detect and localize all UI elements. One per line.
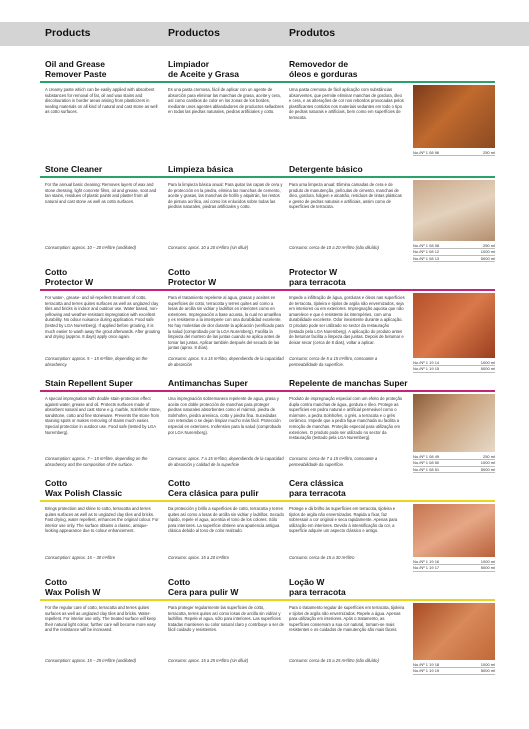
product-description: For the regular care of cotto, terracotta and terres quites surfaces as well as unglazed clay tiles and bricks. Water-repellent. For interior use only. The treated surface will keep their natural light colour, further care will become more easy and the resistance will be increased. bbox=[45, 605, 156, 633]
product-section bbox=[0, 268, 529, 376]
consumption-note: Consumption: approx. 7 – 15 m²/litre, depending on the absorbency and the composition of the surface. bbox=[45, 456, 148, 467]
article-number-table bbox=[413, 360, 495, 373]
product-title: Stain Repellent Super bbox=[45, 378, 133, 388]
package-size: 5000 ml bbox=[480, 466, 495, 472]
package-size: 5000 ml bbox=[480, 255, 495, 261]
package-size: 5000 ml bbox=[480, 366, 495, 372]
product-title: Protector W para terracota bbox=[289, 267, 346, 287]
product-title: Cotto Protector W bbox=[168, 267, 217, 287]
section-color-bar bbox=[40, 390, 495, 392]
product-title: Cotto Wax Polish Classic bbox=[45, 478, 123, 498]
product-title: Limpiador de Aceite y Grasa bbox=[168, 59, 240, 79]
product-description: Da protección y brillo a superficies de cotto, terracotta y terres quites así como a losas de arcilla sin vidriar y ladrillos. Secado rápido, repele el agua, acentúa el tono de los colores. Sólo para interiores. La superficie obtiene una apariencia antigua clásica debido al tono de color realzado. bbox=[168, 506, 284, 534]
product-title: Detergente básico bbox=[289, 164, 363, 174]
consumption-note: Consumo: aprox. 7 a 15 m²/litro, dependiendo de la capacidad de absorción y calidad de la superficie bbox=[168, 456, 284, 467]
article-number-table bbox=[413, 150, 495, 156]
product-photo bbox=[413, 394, 495, 452]
article-number-table bbox=[413, 243, 495, 262]
column-header-bar bbox=[0, 22, 529, 46]
package-size: 1000 ml bbox=[480, 360, 495, 365]
header-products: Products bbox=[45, 27, 91, 39]
article-number-table bbox=[413, 662, 495, 675]
article-number: No./Nº 1 19 19 bbox=[413, 668, 440, 674]
article-number: No./Nº 1 08 12 bbox=[413, 249, 440, 255]
article-number-row bbox=[413, 256, 495, 262]
product-description: Uma pasta cremosa de fácil aplicação com substâncias absorventes, que permite eliminar manchas de gordura, óleo e cera, e as alterações de cor nos rebordos provocadas pelos plastificantes contidos nos materiais vedantes em todo o tipo de pedras naturais e artificiais, bem como em superfícies de terracota. bbox=[289, 87, 404, 120]
article-number: No./Nº 1 08 96 bbox=[413, 150, 440, 155]
product-description: Protege e dá brilho às superfícies em terracota, tijoleira e tijolos de argila não envernizados. Rapida a fixar, faz sobressair a cor original e seca rapidamente. Apenas para utilização em interiores. Devido à intensificação da cor, a superfície adquire um aspecto clássico e antigo. bbox=[289, 506, 398, 534]
product-description: Para uma limpeza anual: Elimina camadas de cera e de produto de manutenção, películas de cimento, manchas de óleo, gordura, fuligem e alcatrão, resíduos de tintas plásticas e gesso de pedras naturais e artificiais, assim como de superfícies de terracota. bbox=[289, 182, 402, 210]
product-description: Produto de impregnação especial com um efeito de proteção dupla contra manchas de água, gordura e óleo. Protege as superfícies em pedra natural e artificial permeável como o mármore, a pedra Solnhofen, o grés, a terracota e o grés cerâmico. Impede que a pedra fique manchada ou facilita a remoção de manchas. Proteção especial para utilização em exteriores. O produto pode ser utilizado no sector da restauração (testado pela LGA Nuremberg). bbox=[289, 396, 403, 441]
product-section bbox=[0, 165, 529, 265]
article-number: No./Nº 1 08 08 bbox=[413, 243, 440, 248]
product-title: Cotto Cera clásica para pulir bbox=[168, 478, 259, 498]
product-description: Brings protection and shine to cotto, terracotta and terres quites surfaces as well as to unglazed clay tiles and bricks. Fast drying, water repellent, enhances the original colour. For interior use only. The surface obtains a classic, antique-looking appearance due to colour enhancement. bbox=[45, 506, 159, 534]
product-photo bbox=[413, 603, 495, 660]
product-description: Es una pasta cremosa, fácil de aplicar con un agente de absorción para eliminar las manchas de grasa, aceite y cera, así como cambios de color en los zonas de los bordes, mediante unos agentes ablandadores de productos selladores en todas las piedras naturales, piedras artificiales y cotto. bbox=[168, 87, 284, 115]
consumption-note: Consumo: cerca de 15 a 30 m²/litro bbox=[289, 555, 355, 560]
product-description: For the annual basic cleaning: Removes layers of wax and stone dressing, light concrete films, oil and grease, soot and tan stains, residues of plastic paints and plaster from all natural and cast stone as well as cotto surfaces. bbox=[45, 182, 157, 204]
product-photo bbox=[413, 293, 495, 358]
product-title: Limpieza básica bbox=[168, 164, 234, 174]
article-number-row bbox=[413, 366, 495, 372]
package-size: 250 ml bbox=[482, 454, 495, 459]
consumption-note: Consumo: aprox. 5 a 15 m²/litro, dependiendo de la capacidad de absorción bbox=[168, 356, 284, 367]
product-photo bbox=[413, 180, 495, 241]
consumption-note: Consumo: cerca de 15 a 25 m²/litro (não diluído) bbox=[289, 658, 379, 663]
consumption-note: Consumo: cerca de 5 a 15 m²/litro, consoante a permeabilidade da superfície. bbox=[289, 356, 378, 367]
package-size: 250 ml bbox=[482, 150, 495, 155]
product-description: Una impregnación sobremanera repelente de agua, grasa y aceite con doble protección de manchas para proteger piedras naturales absorbentes como el mármol, piedra de Solnhofen, piedra arenisca, cotto y piedra fina. Sucedadas con retenidas o se dejan limpiar mucho más fácil. Protección especial en exteriores. Inofensivo para la salud (comprobado por LGA Nuremberg). bbox=[168, 396, 282, 435]
article-number: No./Nº 1 08 13 bbox=[413, 255, 440, 261]
product-section bbox=[0, 379, 529, 476]
article-number: No./Nº 1 19 14 bbox=[413, 360, 440, 365]
article-number: No./Nº 1 08 51 bbox=[413, 466, 440, 472]
product-title: Stone Cleaner bbox=[45, 164, 103, 174]
product-title: Cera clássica para terracota bbox=[289, 478, 346, 498]
package-size: 1000 ml bbox=[480, 559, 495, 564]
product-photo bbox=[413, 85, 495, 148]
product-description: Para proteger regularmente las superficies de cotto, terracotta, terres quites así como losas de arcilla sin vidriar y ladrillos. Repele el agua, sólo para interiores. Las superficies tratadas mantienen su color natural claro y contribuye a ser de fácil cuidado y resistentes. bbox=[168, 605, 284, 633]
header-produtos: Produtos bbox=[289, 27, 336, 39]
article-number-table bbox=[413, 454, 495, 473]
product-description: A creamy paste which can be easily applied with absorbent substances for removal of fat, oil and wax stains and discolouration in border areas arising from plasticizers in sealing materials on all kind of natural and cast stone as well as cotto surfaces. bbox=[45, 87, 158, 115]
consumption-note: Consumption: approx. 15 – 25 m²/litre (undiluted) bbox=[45, 658, 137, 663]
article-number: No./Nº 1 19 16 bbox=[413, 559, 440, 564]
section-color-bar bbox=[40, 81, 495, 83]
package-size: 5000 ml bbox=[480, 565, 495, 571]
consumption-note: Consumption: approx. 5 – 15 m²/litre, depending on the absorbency. bbox=[45, 356, 148, 367]
article-number: No./Nº 1 19 15 bbox=[413, 366, 440, 372]
consumption-note: Consumo: cerca de 7 a 15 m²/litro, consoante a permeabilidade da superfície. bbox=[289, 456, 378, 467]
consumption-note: Consumo: cerca de 10 a 20 m²/litro (não diluído) bbox=[289, 245, 379, 250]
article-number: No./Nº 1 08 49 bbox=[413, 454, 440, 459]
product-title: Antimanchas Super bbox=[168, 378, 248, 388]
article-number: No./Nº 1 19 17 bbox=[413, 565, 440, 571]
package-size: 1000 ml bbox=[480, 662, 495, 667]
product-title: Cotto Cera para pulir W bbox=[168, 577, 239, 597]
product-description: Para el tratamiento repelente al agua, grasas y aceites en superficies de cotto, terracotta y terres quites así como a losas de arcilla sin vidriar y ladrillos en interiores como en exteriores. Impregnación a base acuosa, la cual no amarillea y es resistente a la intemperie con una durabilidad excelente. No hay molestias de olor durante la aplicación (verificado para la salud (comprobado por la LGA Nuremberg). Facilita la limpieza del mortero de las juntas cuando se aplica antes de tomar las juntas. Aplicar también después del secado de las juntas (aprox. 8 días). bbox=[168, 295, 284, 351]
article-number-row bbox=[413, 467, 495, 473]
consumption-note: Consumo: aprox. 15 a 20 m²/litro bbox=[168, 555, 229, 560]
article-number-row bbox=[413, 668, 495, 674]
package-size: 1000 ml bbox=[480, 249, 495, 255]
product-section bbox=[0, 578, 529, 678]
product-photo bbox=[413, 504, 495, 557]
section-color-bar bbox=[40, 599, 495, 601]
header-productos: Productos bbox=[168, 27, 220, 39]
article-number-table bbox=[413, 559, 495, 572]
article-number-row bbox=[413, 565, 495, 571]
product-title: Cotto Wax Polish W bbox=[45, 577, 101, 597]
consumption-note: Consumption: approx. 15 – 30 m²/litre bbox=[45, 555, 116, 560]
product-description: Para o tratamento regular de superfícies em terracota, tijoleira e tijolos de argila não envernizados. Repele a água. Apenas para utilização em interiores. Após o tratamento, as superfícies conservam a sua cor natural, tornam-se mais resistentes e os cuidados de manutenção são mais fáceis. bbox=[289, 605, 405, 633]
product-description: Para la limpieza básica anual: Para quitar las capas de cera y de protección en la piedra, elimina las manchas de cemento, aceite y grasas, las manchas de hollín y alquitrán, los restos de pintura acrílica, así como los enlucidos sobre todas las piedras naturales, piedras artificiales y cotto. bbox=[168, 182, 283, 210]
section-color-bar bbox=[40, 289, 495, 291]
product-description: Impede a infiltração de água, gorduras e óleos nas superfícies de terracota, tijoleira e tijolos de argila não envernizados, seja em interiores ou em exteriores. Impregnação aquosa que não amarelece e que é resistente às intempéries, com uma durabilidade excelente. Odor inexistente durante a aplicação. O produto pode ser utilizado no sector da restauração (testado pela LGA Nuremberg). A aplicação do produto antes de betumar facilita a limpeza das juntas. Depois de betumar e deixar secar (cerca de 8 dias), voltar a aplicar. bbox=[289, 295, 405, 345]
product-section bbox=[0, 60, 529, 160]
consumption-note: Consumption: approx. 10 – 20 m²/litre (undiluted) bbox=[45, 245, 137, 250]
section-color-bar bbox=[40, 500, 495, 502]
product-title: Oil and Grease Remover Paste bbox=[45, 59, 107, 79]
product-title: Removedor de óleos e gorduras bbox=[289, 59, 358, 79]
package-size: 5000 ml bbox=[480, 668, 495, 674]
product-section bbox=[0, 479, 529, 575]
article-number-row bbox=[413, 150, 495, 156]
product-title: Cotto Protector W bbox=[45, 267, 94, 287]
product-description: A special impregnation with double stain-protection effect against water, grease and oil. Protects surfaces made of absorbent natural and cast stone e.g. marble, Solnhofer stone, sandstone, cotto and fine stoneware. Prevents the stone from staining spots or makes removing of stains much easier. Special protection in outdoor use. Food safe (tested by LGA Nuremberg). bbox=[45, 396, 161, 435]
product-description: For water-, grease- and oil-repellent treatment of cotto, terracotta and terres quites surfaces as well as unglazed clay tiles and bricks in indoor and outdoor use. Water based, non-yellowing and weather-resistant impregnation with excellent durability. No odour nuisance during application. Food safe (tested by LGA Nuremberg). If applied before grouting, it is much easier to wash away the grout afterwards. After grouting and drying (approx. 8 days) apply once again. bbox=[45, 295, 160, 340]
consumption-note: Consumo: aprox. 10 a 20 m²/litro (sin diluir) bbox=[168, 245, 249, 250]
article-number: No./Nº 1 19 18 bbox=[413, 662, 440, 667]
product-title: Repelente de manchas Super bbox=[289, 378, 408, 388]
consumption-note: Consumo: aprox. 15 a 25 m²/litro (sin diluir) bbox=[168, 658, 249, 663]
section-color-bar bbox=[40, 176, 495, 178]
article-number: No./Nº 1 08 50 bbox=[413, 460, 440, 466]
package-size: 250 ml bbox=[482, 243, 495, 248]
product-title: Loção W para terracota bbox=[289, 577, 346, 597]
package-size: 1000 ml bbox=[480, 460, 495, 466]
